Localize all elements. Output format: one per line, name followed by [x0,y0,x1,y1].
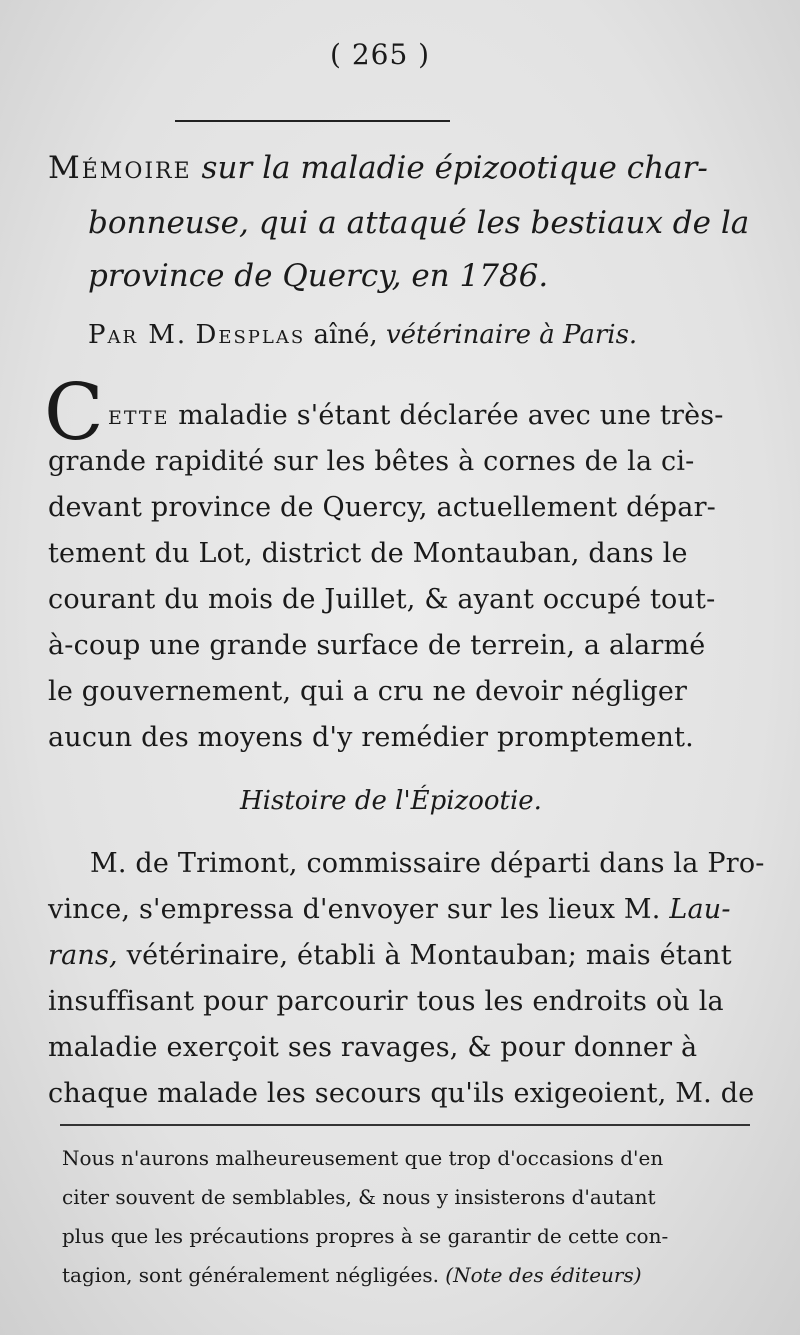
page-number: ( 265 ) [330,38,431,71]
title-memoire: Mémoire [48,150,192,186]
footnote-line-2: citer souvent de semblables, & nous y insisterons d'autant [62,1185,656,1209]
footnote-line-3: plus que les précautions propres à se garantir de cette con- [62,1224,669,1248]
footnote-line-4 [62,1263,642,1287]
byline-rest: aîné, [313,320,378,350]
footnote-line-4-text: tagion, sont généralement négligées. [62,1263,439,1287]
footnote-line-1: Nous n'aurons malheureusement que trop d'occasions d'en [62,1146,664,1170]
section-heading: Histoire de l'Épizootie. [240,786,542,816]
byline-author: Desplas [195,320,306,350]
name-laurans-part-2: rans, [48,940,118,971]
name-laurans-part-1: Lau- [669,894,731,925]
paragraph-2-line-3-text: vétérinaire, établi à Montauban; mais étant [126,940,732,971]
editors-note-label: (Note des éditeurs) [445,1263,642,1287]
drop-cap: C [44,368,104,458]
title-line-2: bonneuse, qui a attaqué les bestiaux de la [88,205,750,241]
paragraph-2-line-5: maladie exerçoit ses ravages, & pour donner à [48,1032,698,1063]
paragraph-1-line-5: courant du mois de Juillet, & ayant occupé tout- [48,584,716,615]
paragraph-2-line-1: M. de Trimont, commissaire départi dans la Pro- [90,848,765,879]
paragraph-1-line-7: le gouvernement, qui a cru ne devoir négliger [48,676,688,707]
title-line-1-text: sur la maladie épizootique char- [201,150,708,186]
paragraph-1-line-4: tement du Lot, district de Montauban, dans le [48,538,688,569]
paragraph-1-line-3: devant province de Quercy, actuellement dépar- [48,492,717,523]
paragraph-1-line-8: aucun des moyens d'y remédier promptement. [48,722,694,753]
paragraph-2-line-6: chaque malade les secours qu'ils exigeoient, M. de [48,1078,755,1109]
first-word: ette [108,400,170,431]
title-line-1 [48,150,708,186]
paragraph-2-line-2 [48,894,731,925]
paragraph-1-line-6: à-coup une grande surface de terrein, a alarmé [48,630,706,661]
byline [88,320,637,350]
paragraph-2-line-3 [48,940,732,971]
footnote-rule [60,1124,750,1126]
byline-role: vétérinaire à Paris. [385,320,638,350]
header-rule [175,120,450,122]
paragraph-1-line-1 [108,400,724,431]
paragraph-2-line-2-text: vince, s'empressa d'envoyer sur les lieux M. [48,894,661,925]
paragraph-2-line-4: insuffisant pour parcourir tous les endroits où la [48,986,724,1017]
paragraph-1-line-1-text: maladie s'étant déclarée avec une très- [178,400,724,431]
paragraph-1-line-2: grande rapidité sur les bêtes à cornes de la ci- [48,446,695,477]
title-line-3: province de Quercy, en 1786. [88,258,549,294]
byline-par: Par M. [88,320,188,350]
